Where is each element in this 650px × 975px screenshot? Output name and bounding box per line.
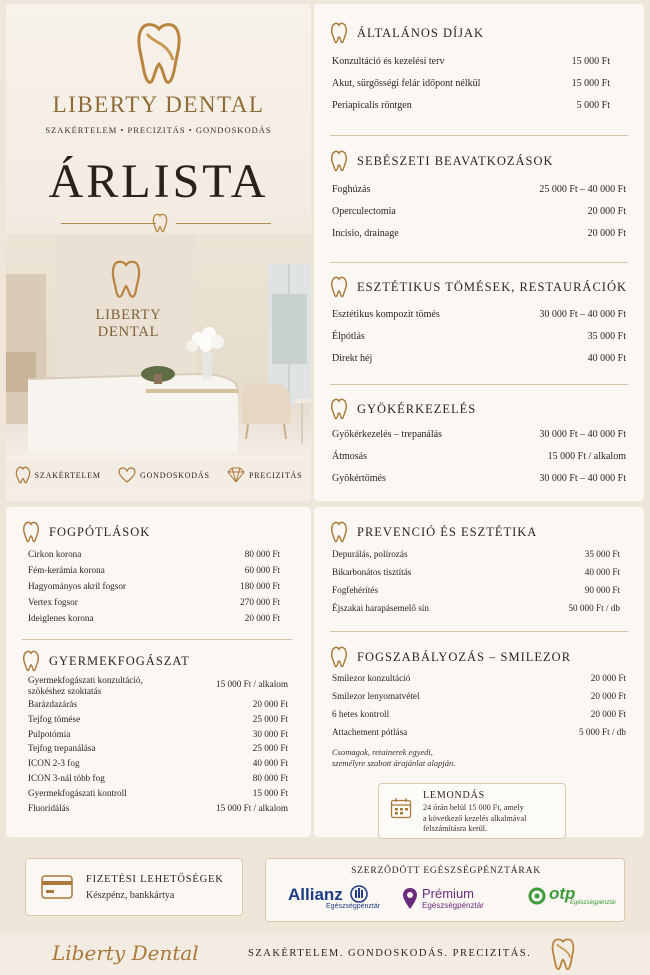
item-price: 15 000 Ft / alkalom xyxy=(547,451,626,462)
price-row xyxy=(332,603,620,621)
item-name: Bikarbonátos tisztítás xyxy=(332,567,412,577)
item-price: 20 000 Ft xyxy=(587,206,626,217)
section-title: FOGPÓTLÁSOK xyxy=(49,524,151,539)
section-prosthetics-list xyxy=(28,549,280,629)
price-row xyxy=(28,699,288,714)
page-title: ÁRLISTA xyxy=(48,155,269,208)
price-row xyxy=(332,429,626,451)
item-price: 40 000 Ft xyxy=(584,567,620,577)
item-name: Gyökérkezelés – trepanálás xyxy=(332,429,442,440)
item-name: Periapicalis röntgen xyxy=(332,100,412,111)
item-price: 180 000 Ft xyxy=(240,581,280,591)
section-title: ESZTÉTIKUS TÖMÉSEK, RESTAURÁCIÓK xyxy=(357,279,628,294)
note-line: Csomagok, retainerek egyedi, xyxy=(332,747,433,757)
item-name: Cirkon korona xyxy=(28,549,82,559)
item-name: Gyermekfogászati kontroll xyxy=(28,787,127,798)
footer-slogan: SZAKÉRTELEM. GONDOSKODÁS. PRECIZITÁS. xyxy=(248,948,532,959)
section-root-canal-heading xyxy=(330,398,476,420)
item-name: Ideiglenes korona xyxy=(28,613,94,623)
price-row xyxy=(332,709,626,727)
tooth-icon xyxy=(22,521,40,543)
section-title: ÁLTALÁNOS DÍJAK xyxy=(357,25,485,40)
item-name: Tejfog tömése xyxy=(28,713,81,724)
item-price: 30 000 Ft xyxy=(252,728,288,739)
price-row xyxy=(28,597,280,613)
item-price: 40 000 Ft xyxy=(252,758,288,769)
item-price: 20 000 Ft xyxy=(590,673,626,683)
heart-icon xyxy=(118,467,136,483)
section-divider xyxy=(330,262,628,263)
section-orthodontics-list xyxy=(332,673,626,745)
item-name: Fém-kerámia korona xyxy=(28,565,105,575)
section-title: FOGSZABÁLYOZÁS – SMILEZOR xyxy=(357,649,572,664)
section-pediatric-list xyxy=(28,675,288,817)
tooth-icon xyxy=(330,521,348,543)
item-price: 270 000 Ft xyxy=(240,597,280,607)
item-price: 60 000 Ft xyxy=(244,565,280,575)
price-row xyxy=(332,56,610,78)
item-name: Smilezor lenyomatvétel xyxy=(332,691,420,701)
section-title: GYERMEKFOGÁSZAT xyxy=(49,653,190,668)
item-price: 25 000 Ft xyxy=(252,713,288,724)
item-name: Fluoridálás xyxy=(28,802,70,813)
item-price: 15 000 Ft xyxy=(571,56,610,67)
item-price: 15 000 Ft xyxy=(571,78,610,89)
price-row xyxy=(332,331,626,353)
price-row xyxy=(332,309,626,331)
item-price: 50 000 Ft / db xyxy=(568,603,620,613)
item-price: 5 000 Ft xyxy=(576,100,610,111)
price-row xyxy=(28,565,280,581)
item-name: Hagyományos akril fogsor xyxy=(28,581,126,591)
item-name: 6 hetes kontroll xyxy=(332,709,390,719)
allianz-sub: Egészségpénztár xyxy=(326,903,381,910)
section-prevention-list xyxy=(332,549,620,621)
section-divider xyxy=(330,631,628,632)
section-divider xyxy=(22,639,292,640)
price-row xyxy=(332,691,626,709)
item-price: 30 000 Ft – 40 000 Ft xyxy=(539,309,626,320)
item-price: 5 000 Ft / db xyxy=(579,727,626,737)
item-name: Élpótlás xyxy=(332,331,365,342)
price-row xyxy=(332,451,626,473)
footer-tooth-icon xyxy=(548,937,578,971)
item-price: 80 000 Ft xyxy=(244,549,280,559)
otp-sub: Egészségpénztár xyxy=(570,900,617,906)
price-row xyxy=(28,803,288,818)
price-row xyxy=(332,585,620,603)
item-price: 20 000 Ft xyxy=(590,691,626,701)
otp-logo xyxy=(528,884,616,906)
otp-swirl-icon xyxy=(528,887,546,905)
section-prevention-heading xyxy=(330,521,537,543)
section-title: SEBÉSZETI BEAVATKOZÁSOK xyxy=(357,153,554,168)
item-price: 25 000 Ft xyxy=(252,743,288,754)
item-name: Tejfog trepanálása xyxy=(28,743,96,754)
item-name: ICON 3-nál több fog xyxy=(28,772,105,783)
price-row xyxy=(28,743,288,758)
price-row xyxy=(332,567,620,585)
item-name: Esztétikus kompozit tömés xyxy=(332,309,440,320)
price-row xyxy=(332,228,626,250)
premium-sub: Egészségpénztár xyxy=(422,901,484,910)
price-row xyxy=(332,100,610,122)
feature-precision xyxy=(227,467,302,483)
item-price: 80 000 Ft xyxy=(252,772,288,783)
item-name: ICON 2-3 fog xyxy=(28,758,80,769)
cancellation-text xyxy=(423,803,526,835)
insurance-box xyxy=(265,858,625,922)
price-row xyxy=(28,773,288,788)
premium-name: Prémium xyxy=(422,886,475,901)
allianz-name: Allianz xyxy=(288,885,343,904)
section-orthodontics-heading xyxy=(330,646,571,668)
item-name: Depurálás, polírozás xyxy=(332,549,408,559)
orthodontics-note xyxy=(332,747,455,769)
item-name: Gyökértömés xyxy=(332,473,386,484)
item-name-line: Gyermekfogászati konzultáció, xyxy=(28,675,143,685)
price-row xyxy=(28,729,288,744)
premium-logo xyxy=(402,886,484,910)
price-row xyxy=(28,758,288,773)
item-name: Foghúzás xyxy=(332,184,371,195)
item-price: 20 000 Ft xyxy=(587,228,626,239)
item-name: Operculectomia xyxy=(332,206,396,217)
item-name: Átmosás xyxy=(332,451,367,462)
price-row xyxy=(332,206,626,228)
item-name: Incisio, drainage xyxy=(332,228,399,239)
section-general-list xyxy=(332,56,610,122)
item-name: Barázdazárás xyxy=(28,699,77,709)
price-row xyxy=(332,673,626,691)
cancellation-line: a következő kezelés alkalmával xyxy=(423,813,527,823)
tooth-icon xyxy=(330,276,348,298)
otp-name: otp xyxy=(549,884,576,903)
price-row xyxy=(28,581,280,597)
feature-label: PRECIZITÁS xyxy=(249,470,303,480)
small-tooth-icon xyxy=(152,213,168,233)
item-price: 30 000 Ft – 40 000 Ft xyxy=(539,429,626,440)
tooth-icon xyxy=(22,650,40,672)
brand-tagline: SZAKÉRTELEM • PRECIZITÁS • GONDOSKODÁS xyxy=(45,125,272,135)
hero-features xyxy=(6,466,311,484)
title-divider-right xyxy=(176,223,271,224)
section-aesthetic-heading xyxy=(330,276,627,298)
footer xyxy=(0,933,650,975)
item-name-line: szökéshez szoktatás xyxy=(28,686,102,696)
item-name: Fogfehérítés xyxy=(332,585,378,595)
tooth-icon xyxy=(15,466,31,484)
calendar-icon xyxy=(390,797,412,819)
tooth-icon xyxy=(330,22,348,44)
allianz-eagle-icon xyxy=(350,885,368,903)
item-name xyxy=(28,675,143,697)
title-divider-left xyxy=(61,223,156,224)
price-row xyxy=(28,613,280,629)
feature-expertise xyxy=(15,466,101,484)
item-name: Konzultáció és kezelési terv xyxy=(332,56,445,67)
cancellation-line: 24 órán belül 15 000 Ft, amely xyxy=(423,803,524,812)
item-price: 35 000 Ft xyxy=(587,331,626,342)
section-divider xyxy=(330,135,628,136)
tooth-icon xyxy=(330,398,348,420)
section-surgery-list xyxy=(332,184,626,250)
price-row xyxy=(332,473,626,495)
item-price: 15 000 Ft / alkalom xyxy=(216,679,288,689)
brand-name: LIBERTY DENTAL xyxy=(52,92,265,117)
section-surgery-heading xyxy=(330,150,554,172)
wall-sign-text: LIBERTY DENTAL xyxy=(95,307,162,340)
item-name: Direkt héj xyxy=(332,353,373,364)
diamond-icon xyxy=(227,467,245,483)
item-name: Akut, sürgősségi felár időpont nélkül xyxy=(332,78,481,89)
allianz-logo xyxy=(288,885,380,910)
price-row xyxy=(332,549,620,567)
section-root-canal-list xyxy=(332,429,626,495)
cancellation-line: felszámításra kerül. xyxy=(423,824,488,833)
cancellation-title: LEMONDÁS xyxy=(423,790,485,801)
hero-panel xyxy=(6,4,311,501)
price-row xyxy=(28,675,288,699)
cancellation-box xyxy=(378,783,566,839)
item-name: Éjszakai harapásemelő sín xyxy=(332,603,429,613)
item-price: 15 000 Ft / alkalom xyxy=(216,802,288,813)
item-price: 20 000 Ft xyxy=(244,613,280,623)
top-right-panel xyxy=(314,4,644,501)
price-row xyxy=(332,727,626,745)
section-general-heading xyxy=(330,22,484,44)
payment-box xyxy=(25,858,243,916)
item-price: 30 000 Ft – 40 000 Ft xyxy=(539,473,626,484)
tooth-icon xyxy=(330,646,348,668)
item-name: Pulpotómia xyxy=(28,728,71,739)
item-name: Attachement pótlása xyxy=(332,727,408,737)
price-row xyxy=(28,788,288,803)
item-price: 20 000 Ft xyxy=(252,699,288,709)
item-name: Vertex fogsor xyxy=(28,597,78,607)
price-row xyxy=(28,714,288,729)
feature-label: GONDOSKODÁS xyxy=(140,470,210,480)
feature-care xyxy=(118,467,210,483)
item-price: 40 000 Ft xyxy=(587,353,626,364)
payment-title: FIZETÉSI LEHETŐSÉGEK xyxy=(86,874,224,885)
feature-label: SZAKÉRTELEM xyxy=(34,470,101,480)
item-name: Smilezor konzultáció xyxy=(332,673,411,683)
credit-card-icon xyxy=(41,875,73,899)
price-row xyxy=(332,353,626,375)
item-price: 15 000 Ft xyxy=(252,787,288,798)
clinic-interior-illustration xyxy=(6,234,311,459)
item-price: 90 000 Ft xyxy=(584,585,620,595)
price-row xyxy=(332,78,610,100)
note-line: személyre szabott árajánlat alapján. xyxy=(332,758,456,768)
section-aesthetic-list xyxy=(332,309,626,375)
price-row xyxy=(332,184,626,206)
footer-script-logo: Liberty Dental xyxy=(52,941,199,965)
section-title: GYÖKÉRKEZELÉS xyxy=(357,401,477,416)
premium-pin-icon xyxy=(402,887,418,911)
insurance-title: SZERZŐDÖTT EGÉSZSÉGPÉNZTÁRAK xyxy=(351,866,541,876)
item-price: 20 000 Ft xyxy=(590,709,626,719)
item-price: 25 000 Ft – 40 000 Ft xyxy=(539,184,626,195)
middle-right-panel xyxy=(314,507,644,837)
price-row xyxy=(28,549,280,565)
section-prosthetics-heading xyxy=(22,521,150,543)
payment-methods: Készpénz, bankkártya xyxy=(86,890,175,901)
item-price: 35 000 Ft xyxy=(584,549,620,559)
section-pediatric-heading xyxy=(22,650,190,672)
section-title: PREVENCIÓ ÉS ESZTÉTIKA xyxy=(357,524,538,539)
tooth-logo-icon xyxy=(133,20,185,86)
tooth-icon xyxy=(330,150,348,172)
section-divider xyxy=(330,384,628,385)
middle-left-panel xyxy=(6,507,311,837)
